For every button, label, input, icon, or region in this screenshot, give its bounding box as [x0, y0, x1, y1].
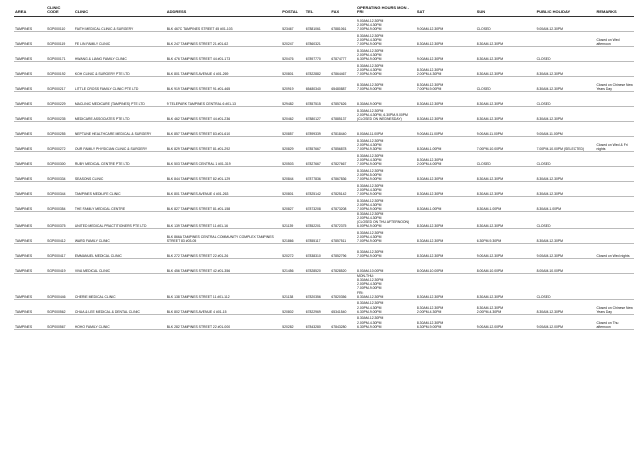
cell-clinic-name: CHUA & LEE MEDICAL & DENTAL CLINIC	[74, 299, 166, 314]
cell-fax: 67828520	[330, 259, 356, 274]
cell-public-holiday-hours: 8.30AM-12.30PM	[536, 166, 596, 181]
cell-tel: 67827667	[305, 151, 331, 166]
cell-public-holiday-hours: CLOSED	[536, 151, 596, 166]
cell-remarks	[595, 106, 634, 121]
cell-postal: 521138	[281, 274, 305, 300]
cell-fax: 65480887	[330, 76, 356, 91]
cell-sun-hours: 8.30AM-12.30PM	[476, 211, 536, 228]
cell-public-holiday-hours: 9.00AM-11.00PM	[536, 121, 596, 136]
cell-clinic-name: OUR FAMILY PHYSICIAN CLINIC & SURGERY	[74, 136, 166, 151]
cell-remarks: Closed on Thu afternoon	[595, 314, 634, 329]
cell-mon-fri-hours: 8.30AM-12.30PM 2.00PM-4.30PM 7.00PM-9.00PM	[356, 181, 416, 196]
cell-postal: 520503	[281, 151, 305, 166]
cell-mon-fri-hours: 8.00AM-11.00PM	[356, 121, 416, 136]
cell-sun-hours: 6.30PM-9.30PM	[476, 229, 536, 244]
clinic-spreadsheet	[14, 6, 634, 330]
cell-public-holiday-hours: 9.00AM-12.30PM	[536, 16, 596, 31]
cell-tel: 67838310	[305, 244, 331, 259]
cell-fax: 67818440	[330, 121, 356, 136]
cell-mon-fri-hours: 8.30AM-9.00PM	[356, 91, 416, 106]
cell-area: TAMPINES	[14, 16, 46, 31]
cell-sat-hours: 8.30AM-12.30PM	[416, 106, 476, 121]
header-mon-fri: OPERATING HOURS MON - FRI	[356, 6, 416, 16]
cell-fax: 67825142	[330, 181, 356, 196]
cell-fax: 67857511	[330, 229, 356, 244]
cell-clinic-code: SGP000334	[46, 166, 74, 181]
cell-area: TAMPINES	[14, 121, 46, 136]
cell-tel: 65480340	[305, 76, 331, 91]
cell-mon-fri-hours: 8.30AM-12.30PM 2.00PM-4.30PM (CLOSED ON THU AFTERNOON) 6.00PM-9.00PM	[356, 211, 416, 228]
cell-clinic-name: HOHO FAMILY CLINIC	[74, 314, 166, 329]
cell-public-holiday-hours: 8.30AM-12.30PM	[536, 61, 596, 76]
cell-address: BLK 139 TAMPINES STREET 11 #01-16	[166, 211, 281, 228]
cell-address: BLK 138 TAMPINES STREET 11 #01-112	[166, 274, 281, 300]
table-row	[14, 166, 634, 181]
table-row	[14, 299, 634, 314]
cell-remarks	[595, 229, 634, 244]
table-row	[14, 211, 634, 228]
clinic-table	[14, 6, 634, 330]
cell-tel: 67825142	[305, 181, 331, 196]
cell-area: TAMPINES	[14, 274, 46, 300]
cell-clinic-code: SGP000344	[46, 181, 74, 196]
header-tel: TEL	[305, 6, 331, 16]
table-row	[14, 314, 634, 329]
cell-area: TAMPINES	[14, 76, 46, 91]
cell-area: TAMPINES	[14, 244, 46, 259]
cell-tel: 67822882	[305, 61, 331, 76]
cell-tel: 67857667	[305, 136, 331, 151]
cell-clinic-code: SGP000417	[46, 244, 74, 259]
cell-tel: 67857515	[305, 91, 331, 106]
table-row	[14, 136, 634, 151]
cell-postal: 521866	[281, 229, 305, 244]
cell-address: BLK 801 TAMPINES AVENUE 4 #01-263	[166, 181, 281, 196]
cell-clinic-code: SGP000567	[46, 314, 74, 329]
cell-address: BLK 456 TAMPINES STREET 42 #01-356	[166, 259, 281, 274]
cell-mon-fri-hours: MON-THU: 8.30AM-12.30PM 2.00PM-4.30PM 7.00PM-9.00PM FRI: 8.30AM-12.30PM	[356, 274, 416, 300]
cell-clinic-name: CHERIE MEDICAL CLINIC	[74, 274, 166, 300]
cell-sun-hours: 9.00AM-11.00PM	[476, 121, 536, 136]
cell-postal: 521139	[281, 211, 305, 228]
cell-clinic-code: SGP000412	[46, 229, 74, 244]
cell-tel: 67828520	[305, 259, 331, 274]
cell-fax: 67867836	[330, 166, 356, 181]
table-body	[14, 16, 634, 329]
cell-fax: 67881061	[330, 16, 356, 31]
cell-area: TAMPINES	[14, 106, 46, 121]
cell-clinic-code: SGP000300	[46, 151, 74, 166]
cell-clinic-code: SGP000192	[46, 61, 74, 76]
cell-sun-hours: 8.30AM-1.00PM	[476, 196, 536, 211]
cell-mon-fri-hours: 8.30AM-12.30PM 2.00PM-4.30PM 7.00PM-9.00PM	[356, 196, 416, 211]
cell-remarks: Closed on Wed nights	[595, 244, 634, 259]
cell-address: BLK 467C TAMPINES STREET 45 #01-103	[166, 16, 281, 31]
cell-clinic-name: FE LIN FAMILY CLINIC	[74, 31, 166, 46]
cell-fax: 67885137	[330, 106, 356, 121]
cell-sat-hours: 9.00AM-11.00PM	[416, 121, 476, 136]
cell-clinic-name: KOH CLINIC & SURGERY PTE LTD	[74, 61, 166, 76]
cell-clinic-code: SGP000562	[46, 299, 74, 314]
cell-clinic-code: SGP000119	[46, 31, 74, 46]
cell-address: BLK 844 TAMPINES STREET 82 #01-129	[166, 166, 281, 181]
cell-sun-hours: 9.00AM-12.30PM	[476, 244, 536, 259]
cell-tel: 67881061	[305, 16, 331, 31]
cell-area: TAMPINES	[14, 314, 46, 329]
cell-clinic-name: HWANG & LIANG FAMILY CLINIC	[74, 46, 166, 61]
cell-remarks	[595, 61, 634, 76]
cell-tel: 67880127	[305, 106, 331, 121]
cell-address: 9 TELEPARK TAMPINES CENTRAL 6 #01-13	[166, 91, 281, 106]
cell-tel: 67843280	[305, 314, 331, 329]
cell-address: BLK 247 TAMPINES STREET 21 #01-62	[166, 31, 281, 46]
cell-clinic-name: FAITH MEDICAL CLINIC & SURGERY	[74, 16, 166, 31]
cell-fax	[330, 31, 356, 46]
cell-public-holiday-hours: CLOSED	[536, 46, 596, 61]
cell-mon-fri-hours: 8.00AM-10.00PM	[356, 259, 416, 274]
table-row	[14, 16, 634, 31]
cell-address: BLK 857 TAMPINES STREET 83 #01-610	[166, 121, 281, 136]
cell-fax: 65341540	[330, 299, 356, 314]
cell-remarks: Closed on Wed afternoon	[595, 31, 634, 46]
cell-clinic-code: SGP000419	[46, 259, 74, 274]
cell-area: TAMPINES	[14, 91, 46, 106]
cell-postal: 520282	[281, 314, 305, 329]
cell-sat-hours: 9.00AM-12.30PM	[416, 16, 476, 31]
cell-tel: 67899339	[305, 121, 331, 136]
cell-area: TAMPINES	[14, 229, 46, 244]
header-area: AREA	[14, 6, 46, 16]
cell-postal: 520247	[281, 31, 305, 46]
cell-mon-fri-hours: 8.30AM-12.30PM 2.00PM-4.30PM 7.00PM-9.00PM	[356, 31, 416, 46]
cell-remarks	[595, 16, 634, 31]
table-row	[14, 91, 634, 106]
table-row	[14, 259, 634, 274]
cell-postal: 523467	[281, 16, 305, 31]
cell-fax: 67857626	[330, 91, 356, 106]
cell-remarks	[595, 259, 634, 274]
table-row	[14, 31, 634, 46]
cell-public-holiday-hours	[536, 31, 596, 46]
cell-clinic-name: THE FAMILY MEDICAL CENTRE	[74, 196, 166, 211]
cell-clinic-code: SGP000446	[46, 274, 74, 300]
cell-sun-hours: 9.00AM-12.00PM	[476, 314, 536, 329]
cell-remarks	[595, 196, 634, 211]
cell-public-holiday-hours: CLOSED	[536, 91, 596, 106]
cell-mon-fri-hours: 8.30AM-12.30PM 2.00PM-4.30PM 7.00PM-9.00PM	[356, 61, 416, 76]
cell-mon-fri-hours: 8.30AM-12.30PM 7.00PM-9.00PM	[356, 76, 416, 91]
cell-remarks	[595, 91, 634, 106]
header-sun: SUN	[476, 6, 536, 16]
cell-remarks: Closed on Wed & Fri nights	[595, 136, 634, 151]
header-clinic: CLINIC	[74, 6, 166, 16]
cell-mon-fri-hours: 8.30AM-12.30PM 2.00PM-4.30PM 6.30PM-9.00PM	[356, 299, 416, 314]
cell-public-holiday-hours: 8.30AM-12.30PM	[536, 229, 596, 244]
cell-postal: 520272	[281, 244, 305, 259]
cell-area: TAMPINES	[14, 196, 46, 211]
header-fax: FAX	[330, 6, 356, 16]
cell-clinic-code: SGP000229	[46, 91, 74, 106]
cell-fax: 67874777	[330, 46, 356, 61]
cell-public-holiday-hours: CLOSED	[536, 211, 596, 228]
cell-postal: 520919	[281, 76, 305, 91]
cell-sat-hours: 8.30AM-1.00PM	[416, 196, 476, 211]
cell-clinic-name: NEPTUNE HEALTHCARE MEDICAL & SURGERY	[74, 121, 166, 136]
cell-address: BLK 801 TAMPINES AVENUE 4 #01-269	[166, 61, 281, 76]
cell-area: TAMPINES	[14, 299, 46, 314]
cell-area: TAMPINES	[14, 46, 46, 61]
cell-mon-fri-hours: 8.30AM-12.30PM 2.00PM-4.30PM 6.30PM-9.00PM	[356, 314, 416, 329]
cell-remarks: Closed on Chinese New Years Day	[595, 76, 634, 91]
cell-remarks	[595, 211, 634, 228]
cell-public-holiday-hours: 9.00AM-12.00PM	[536, 314, 596, 329]
cell-sat-hours: 8.30AM-12.30PM 2.00PM-4.30PM	[416, 61, 476, 76]
cell-public-holiday-hours: CLOSED	[536, 274, 596, 300]
cell-remarks	[595, 274, 634, 300]
cell-address: BLK 829 TAMPINES STREET 81 #01-292	[166, 136, 281, 151]
header-public-holiday: PUBLIC HOLIDAY	[536, 6, 596, 16]
cell-postal: 520476	[281, 46, 305, 61]
cell-tel: 67877836	[305, 166, 331, 181]
cell-clinic-code: SGP000272	[46, 136, 74, 151]
cell-address: BLK 462 TAMPINES STREET 44 #01-236	[166, 106, 281, 121]
cell-remarks	[595, 166, 634, 181]
cell-clinic-code: SGP000255	[46, 121, 74, 136]
cell-public-holiday-hours: 8.30AM-12.30PM	[536, 299, 596, 314]
cell-remarks	[595, 46, 634, 61]
cell-fax: 67872375	[330, 211, 356, 228]
cell-clinic-name: LITTLE CROSS FAMILY CLINIC PTE LTD	[74, 76, 166, 91]
cell-address: BLK 503 TAMPINES CENTRAL 1 #01-319	[166, 151, 281, 166]
cell-sat-hours: 8.30AM-12.30PM	[416, 274, 476, 300]
cell-remarks: Closed on Chinese New Years Day	[595, 299, 634, 314]
header-sat: SAT	[416, 6, 476, 16]
header-postal: POSTAL	[281, 6, 305, 16]
cell-sun-hours: 8.30AM-12.30PM	[476, 61, 536, 76]
cell-tel: 67860321	[305, 31, 331, 46]
cell-clinic-code: SGP000354	[46, 196, 74, 211]
cell-clinic-name: TAMPINES MEDILIFE CLINIC	[74, 181, 166, 196]
cell-fax: 67873208	[330, 196, 356, 211]
cell-address: BLK 827 TAMPINES STREET 81 #01-158	[166, 196, 281, 211]
cell-sat-hours: 8.30AM-12.30PM	[416, 181, 476, 196]
cell-sat-hours: 8.30AM-12.30PM	[416, 166, 476, 181]
cell-public-holiday-hours: 7.00PM-10.00PM (SELECTED)	[536, 136, 596, 151]
cell-clinic-code: SGP000375	[46, 211, 74, 228]
table-row	[14, 121, 634, 136]
cell-tel: 67855117	[305, 229, 331, 244]
cell-clinic-name: WARD FAMILY CLINIC	[74, 229, 166, 244]
cell-mon-fri-hours: 9.00AM-12.30PM 2.00PM-4.30PM 7.00PM-9.00PM	[356, 16, 416, 31]
table-header	[14, 6, 634, 16]
cell-public-holiday-hours: 8.30AM-12.30PM	[536, 181, 596, 196]
cell-clinic-name: UNITED MEDICAL PRACTITIONERS PTE LTD	[74, 211, 166, 228]
header-row	[14, 6, 634, 16]
cell-tel: 67852201	[305, 211, 331, 228]
cell-sat-hours: 8.30AM-12.30PM	[416, 211, 476, 228]
cell-sun-hours: 8.30AM-12.30PM	[476, 91, 536, 106]
cell-address: BLK 272 TAMPINES STREET 22 #01-26	[166, 244, 281, 259]
table-row	[14, 46, 634, 61]
cell-public-holiday-hours: 9.00AM-12.30PM	[536, 244, 596, 259]
cell-tel: 67820356	[305, 274, 331, 300]
table-row	[14, 76, 634, 91]
cell-sun-hours: 8.30AM-12.30PM	[476, 46, 536, 61]
cell-public-holiday-hours: 8.30AM-12.30PM	[536, 106, 596, 121]
cell-postal: 520827	[281, 196, 305, 211]
table-row	[14, 181, 634, 196]
cell-sat-hours: 9.00AM-12.30PM	[416, 46, 476, 61]
cell-postal: 520802	[281, 299, 305, 314]
cell-fax: 67856878	[330, 136, 356, 151]
table-row	[14, 229, 634, 244]
cell-address: BLK 802 TAMPINES AVENUE 4 #01-15	[166, 299, 281, 314]
cell-mon-fri-hours: 8.30AM-12.30PM 2.00PM-5.00PM 7.00PM-9.00PM	[356, 166, 416, 181]
cell-clinic-code: SGP000217	[46, 76, 74, 91]
cell-postal: 521456	[281, 259, 305, 274]
cell-remarks	[595, 121, 634, 136]
cell-sun-hours: CLOSED	[476, 76, 536, 91]
cell-sat-hours: 8.30AM-12.30PM 7.00PM-9.00PM	[416, 76, 476, 91]
table-row	[14, 61, 634, 76]
cell-sat-hours: 8.30AM-12.30PM	[416, 91, 476, 106]
cell-area: TAMPINES	[14, 166, 46, 181]
cell-postal: 520829	[281, 136, 305, 151]
cell-area: TAMPINES	[14, 181, 46, 196]
cell-area: TAMPINES	[14, 31, 46, 46]
cell-address: BLK 476 TAMPINES STREET 44 #01-173	[166, 46, 281, 61]
cell-clinic-code: SGP000110	[46, 16, 74, 31]
cell-sat-hours: 8.30AM-12.30PM	[416, 31, 476, 46]
cell-postal: 529482	[281, 91, 305, 106]
cell-sat-hours: 8.30AM-12.30PM 6.30PM-9.00PM	[416, 314, 476, 329]
cell-fax: 67843280	[330, 314, 356, 329]
cell-clinic-name: MACLINIC MEDICARE (TAMPINES) PTE LTD	[74, 91, 166, 106]
cell-mon-fri-hours: 8.30AM-12.30PM 2.00PM-4.30PM 6.30PM-9.00PM	[356, 46, 416, 61]
table-row	[14, 274, 634, 300]
cell-mon-fri-hours: 8.30AM-12.30PM 2.00PM-4.30PM, 6.30PM-9.00PM (CLOSED ON WEDNESDAY)	[356, 106, 416, 121]
cell-clinic-name: SEASONS CLINIC	[74, 166, 166, 181]
cell-clinic-name: RUBY MEDICAL CENTRE PTE LTD	[74, 151, 166, 166]
cell-sun-hours: 8.30AM-12.30PM	[476, 274, 536, 300]
cell-postal: 520844	[281, 166, 305, 181]
cell-sat-hours: 8.00AM-10.00PM	[416, 259, 476, 274]
table-row	[14, 196, 634, 211]
table-row	[14, 151, 634, 166]
cell-sat-hours: 8.30AM-1.00PM	[416, 136, 476, 151]
cell-clinic-name: VIVA MEDICAL CLINIC	[74, 259, 166, 274]
cell-sun-hours: 8.00AM-10.00PM	[476, 259, 536, 274]
cell-sat-hours: 8.30AM-12.30PM 2.00PM-4.00PM	[416, 151, 476, 166]
cell-clinic-code: SGP000235	[46, 106, 74, 121]
cell-fax: 67864467	[330, 61, 356, 76]
header-remarks: REMARKS	[595, 6, 634, 16]
cell-area: TAMPINES	[14, 259, 46, 274]
cell-tel: 67822969	[305, 299, 331, 314]
cell-sat-hours: 8.30AM-12.30PM	[416, 229, 476, 244]
cell-area: TAMPINES	[14, 136, 46, 151]
cell-address: BLK 919 TAMPINES STREET 91 #01-465	[166, 76, 281, 91]
cell-sun-hours: 8.30AM-12.30PM	[476, 181, 536, 196]
cell-postal: 520801	[281, 61, 305, 76]
cell-postal: 520801	[281, 181, 305, 196]
cell-sat-hours: 8.30AM-12.30PM	[416, 244, 476, 259]
header-address: ADDRESS	[166, 6, 281, 16]
cell-clinic-code: SGP000171	[46, 46, 74, 61]
cell-mon-fri-hours: 8.30AM-12.30PM 2.00PM-4.30PM 7.00PM-9.00PM	[356, 229, 416, 244]
table-row	[14, 244, 634, 259]
cell-address: BLK 866A TAMPINES CENTRAL COMMUNITY COMPLEX TAMPINES STREET 83 #03-05	[166, 229, 281, 244]
header-clinic-code: CLINIC CODE	[46, 6, 74, 16]
cell-sun-hours: CLOSED	[476, 151, 536, 166]
cell-sun-hours: 8.30AM-12.30PM	[476, 106, 536, 121]
cell-area: TAMPINES	[14, 211, 46, 228]
cell-fax: 67827667	[330, 151, 356, 166]
cell-area: TAMPINES	[14, 151, 46, 166]
table-row	[14, 106, 634, 121]
cell-mon-fri-hours: 8.30AM-12.30PM 7.00PM-9.00PM	[356, 244, 416, 259]
cell-sun-hours: 8.30AM-12.30PM	[476, 166, 536, 181]
cell-mon-fri-hours: 8.30AM-12.30PM 2.00PM-4.30PM 7.00PM-9.30PM	[356, 136, 416, 151]
cell-sun-hours: CLOSED	[476, 16, 536, 31]
cell-tel: 67897770	[305, 46, 331, 61]
cell-fax: 67820356	[330, 274, 356, 300]
cell-sat-hours: 8.30AM-12.30PM 2.00PM-4.30PM	[416, 299, 476, 314]
cell-sun-hours: 8.30AM-12.30PM	[476, 31, 536, 46]
cell-postal: 520462	[281, 106, 305, 121]
cell-remarks	[595, 151, 634, 166]
cell-sun-hours: 8.30AM-12.30PM 2.00PM-4.30PM	[476, 299, 536, 314]
cell-area: TAMPINES	[14, 61, 46, 76]
cell-clinic-name: MEDICARE ASSOCIATES PTE LTD	[74, 106, 166, 121]
cell-postal: 520857	[281, 121, 305, 136]
cell-tel: 67873208	[305, 196, 331, 211]
cell-address: BLK 282 TAMPINES STREET 22 #01-000	[166, 314, 281, 329]
cell-fax: 67852796	[330, 244, 356, 259]
cell-mon-fri-hours: 8.30AM-12.30PM 2.00PM-4.30PM 7.00PM-9.00PM	[356, 151, 416, 166]
cell-remarks	[595, 181, 634, 196]
cell-clinic-name: EMMANUEL MEDICAL CLINIC	[74, 244, 166, 259]
cell-sun-hours: 7.00PM-10.00PM	[476, 136, 536, 151]
cell-public-holiday-hours: 8.30AM-12.30PM	[536, 76, 596, 91]
cell-public-holiday-hours: 8.00AM-10.00PM	[536, 259, 596, 274]
cell-public-holiday-hours: 8.30AM-1.00PM	[536, 196, 596, 211]
